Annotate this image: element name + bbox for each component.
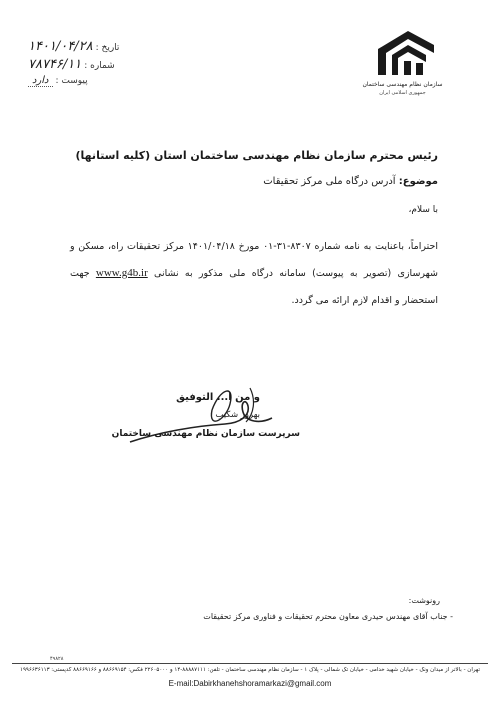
date-value: ۱۴۰۱/۰۴/۲۸ — [28, 39, 93, 54]
attachment-row — [28, 76, 178, 94]
logo-org-sub: جمهوری اسلامی ایران — [379, 90, 426, 96]
cc-item: - جناب آقای مهندس حیدری معاون محترم تحقیقات و فناوری مرکز تحقیقات — [203, 612, 453, 621]
portal-link[interactable]: www.g4b.ir — [95, 267, 148, 279]
handwritten-signature-icon — [100, 380, 300, 450]
attachment-label: پیوست : — [55, 76, 88, 86]
letter-meta — [28, 40, 178, 94]
subject-label: موضوع: — [398, 176, 438, 187]
addressee: رئیس محترم سازمان نظام مهندسی ساختمان استان (کلیه استانها) — [75, 149, 438, 162]
signer-title: سرپرست سازمان نظام مهندسی ساختمان — [111, 429, 300, 439]
greeting: با سلام، — [408, 205, 438, 215]
date-label: تاریخ : — [95, 43, 120, 53]
number-row — [28, 58, 178, 76]
closing-phrase: و من ا... التوفیق — [176, 392, 260, 403]
subject-text: آدرس درگاه ملی مرکز تحقیقات — [263, 176, 396, 187]
body-part-1: احتراماً، باعنایت به نامه شماره ۸۳۰۷-۳۱-۰۱ مورخ ۱۴۰۱/۰۴/۱۸ مرکز تحقیقات راه، مسکن و شهرسازی (تصویر به پیوست) سامانه درگاه ملی مذکور به نشانی — [70, 241, 438, 279]
footer-address: تهران - بالاتر از میدان ونک - خیابان شهید خدامی - خیابان تک شمالی - پلاک ۱ - سازمان نظام مهندسی ساختمان - تلفن: ۸۸۸۸۷۱۱۱-۱۴ و ۲۲۶۰۵۰۰۰ فکس: ۸۸۶۶۹۱۵۴ و ۸۸۶۶۹۱۶۶ کدپستی: ۱۹۹۶۶۳۶۱۱۳ — [20, 667, 480, 673]
organization-logo — [360, 25, 445, 100]
letter-body — [70, 233, 438, 314]
logo-emblem-icon — [360, 25, 445, 81]
footer-email[interactable]: E-mail:Dabirkhanehshoramarkazi@gmail.com — [168, 679, 332, 688]
logo-org-name: سازمان نظام مهندسی ساختمان — [362, 81, 443, 88]
subject-line — [58, 176, 438, 187]
cc-label: رونوشت: — [408, 596, 440, 605]
reference-code: ۴۹۸۲۸ — [50, 656, 64, 662]
number-value: ۷۸۷۴۶/۱۱ — [28, 57, 82, 72]
signature-block — [100, 380, 300, 450]
number-label: شماره : — [84, 61, 115, 71]
date-row — [28, 40, 178, 58]
signer-name: بهروز شکیب — [215, 410, 260, 420]
body-part-2: جهت استحضار و اقدام لازم ارائه می گردد. — [70, 268, 438, 306]
attachment-value: دارد — [28, 76, 53, 87]
footer-divider — [12, 663, 488, 664]
